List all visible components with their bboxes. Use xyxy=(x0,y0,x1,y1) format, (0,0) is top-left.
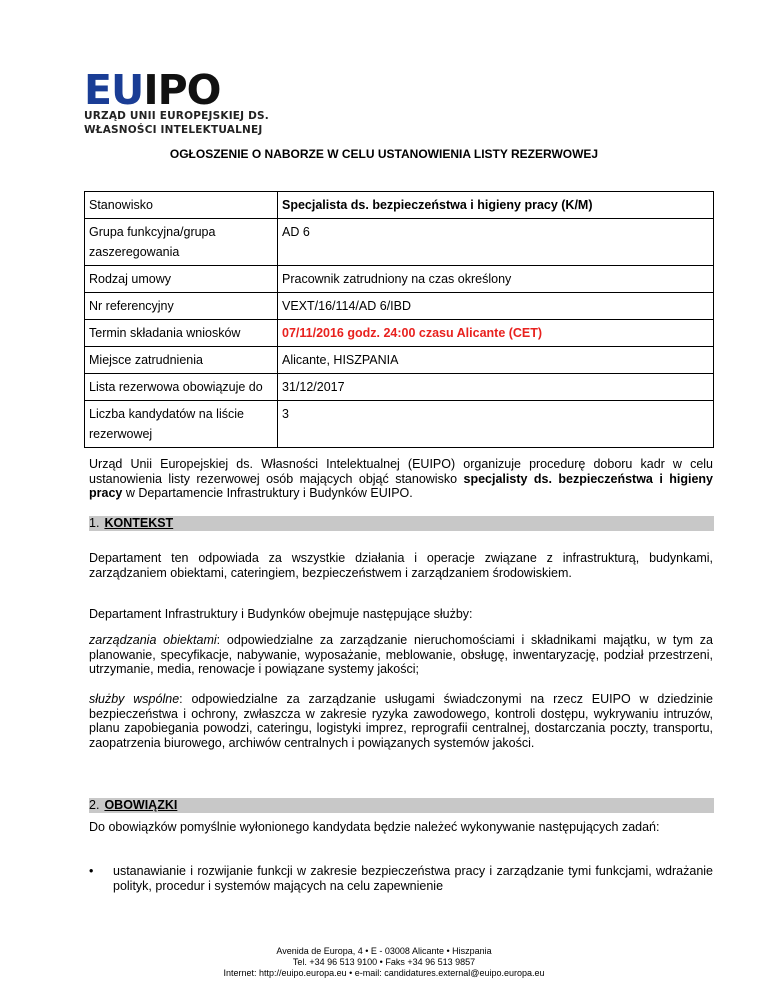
row-label: Stanowisko xyxy=(85,192,278,219)
row-label: Liczba kandydatów na liście rezerwowej xyxy=(85,401,278,448)
row-value: Specjalista ds. bezpieczeństwa i higieny pracy (K/M) xyxy=(278,192,714,219)
services-intro: Departament Infrastruktury i Budynków obejmuje następujące służby: xyxy=(89,607,473,621)
section-header-context: 1. KONTEKST xyxy=(89,516,714,531)
row-value: 3 xyxy=(278,401,714,448)
duty-list-item: • ustanawianie i rozwijanie funkcji w zakresie bezpieczeństwa pracy i zarządzanie tymi funkcjami, wdrażanie polityk, procedur i systemów mających na celu zapewnienie xyxy=(89,864,713,893)
page-footer xyxy=(0,946,768,979)
table-row xyxy=(85,347,714,374)
footer-phone: Tel. +34 96 513 9100 • Faks +34 96 513 9857 xyxy=(292,957,476,967)
vacancy-info-table xyxy=(84,191,714,448)
facilities-paragraph: zarządzania obiektami: odpowiedzialne za zarządzanie nieruchomościami i składnikami majątku, w tym za planowanie, specyfikacje, nabywanie, wyposażanie, meblowanie, obsługę, inwentaryzację, podział przestrzeni, utrzymanie, media, renowacje i powiązane systemy jakości; xyxy=(89,633,713,676)
row-value: Alicante, HISZPANIA xyxy=(278,347,714,374)
footer-address: Avenida de Europa, 4 • E - 03008 Alicante • Hiszpania xyxy=(276,946,492,956)
row-value: Pracownik zatrudniony na czas określony xyxy=(278,266,714,293)
footer-internet: Internet: http://euipo.europa.eu • e-mail: candidatures.external@euipo.europa.eu xyxy=(223,968,545,978)
table-row xyxy=(85,293,714,320)
row-label: Rodzaj umowy xyxy=(85,266,278,293)
deadline-value: 07/11/2016 godz. 24:00 czasu Alicante (CET) xyxy=(278,320,714,347)
logo-eu: EU xyxy=(84,66,144,114)
euipo-logo xyxy=(84,66,269,136)
table-row xyxy=(85,320,714,347)
row-value: 31/12/2017 xyxy=(278,374,714,401)
logo-wordmark xyxy=(84,66,269,114)
table-row xyxy=(85,401,714,448)
section-header-duties: 2. OBOWIĄZKI xyxy=(89,798,714,813)
document-title: OGŁOSZENIE O NABORZE W CELU USTANOWIENIA LISTY REZERWOWEJ xyxy=(169,147,599,161)
context-paragraph: Departament ten odpowiada za wszystkie działania i operacje związane z infrastrukturą, budynkami, zarządzaniem obiektami, cateringiem, bezpieczeństwem i zarządzaniem środowiskiem. xyxy=(89,551,713,580)
row-label: Miejsce zatrudnienia xyxy=(85,347,278,374)
row-label: Nr referencyjny xyxy=(85,293,278,320)
row-label: Grupa funkcyjna/grupa zaszeregowania xyxy=(85,219,278,266)
bullet-icon: • xyxy=(89,864,94,878)
row-value: AD 6 xyxy=(278,219,714,266)
table-row xyxy=(85,219,714,266)
intro-paragraph: Urząd Unii Europejskiej ds. Własności Intelektualnej (EUIPO) organizuje procedurę doboru kadr w celu ustanowienia listy rezerwowej osób mających objąć stanowisko specjalisty ds. bezpieczeństwa i higieny pracy w Departamencie Infrastruktury i Budynków EUIPO. xyxy=(89,457,714,500)
table-row xyxy=(85,192,714,219)
table-row xyxy=(85,266,714,293)
logo-ipo: IPO xyxy=(143,66,221,114)
logo-subtitle-2: WŁASNOŚCI INTELEKTUALNEJ xyxy=(84,124,263,136)
common-services-paragraph: służby wspólne: odpowiedzialne za zarządzanie usługami świadczonymi na rzecz EUIPO w dziedzinie bezpieczeństwa i ochrony, zwłaszcza w zakresie ryzyka zawodowego, kontroli dostępu, wykrywaniu intruzów, planu zapobiegania powodzi, cateringu, logistyki imprez, reprografii centralnej, dostarczania poczty, transportu, zaopatrzenia biurowego, archiwów centralnych i powiązanych systemów jakości. xyxy=(89,692,714,750)
position-name: specjalisty ds. bezpieczeństwa i higieny pracy xyxy=(89,471,714,500)
row-value: VEXT/16/114/AD 6/IBD xyxy=(278,293,714,320)
table-row xyxy=(85,374,714,401)
duties-intro: Do obowiązków pomyślnie wyłonionego kandydata będzie należeć wykonywanie następujących zadań: xyxy=(89,820,660,834)
row-label: Lista rezerwowa obowiązuje do xyxy=(85,374,278,401)
row-label: Termin składania wniosków xyxy=(85,320,278,347)
logo-subtitle-1: URZĄD UNII EUROPEJSKIEJ DS. xyxy=(84,110,269,122)
